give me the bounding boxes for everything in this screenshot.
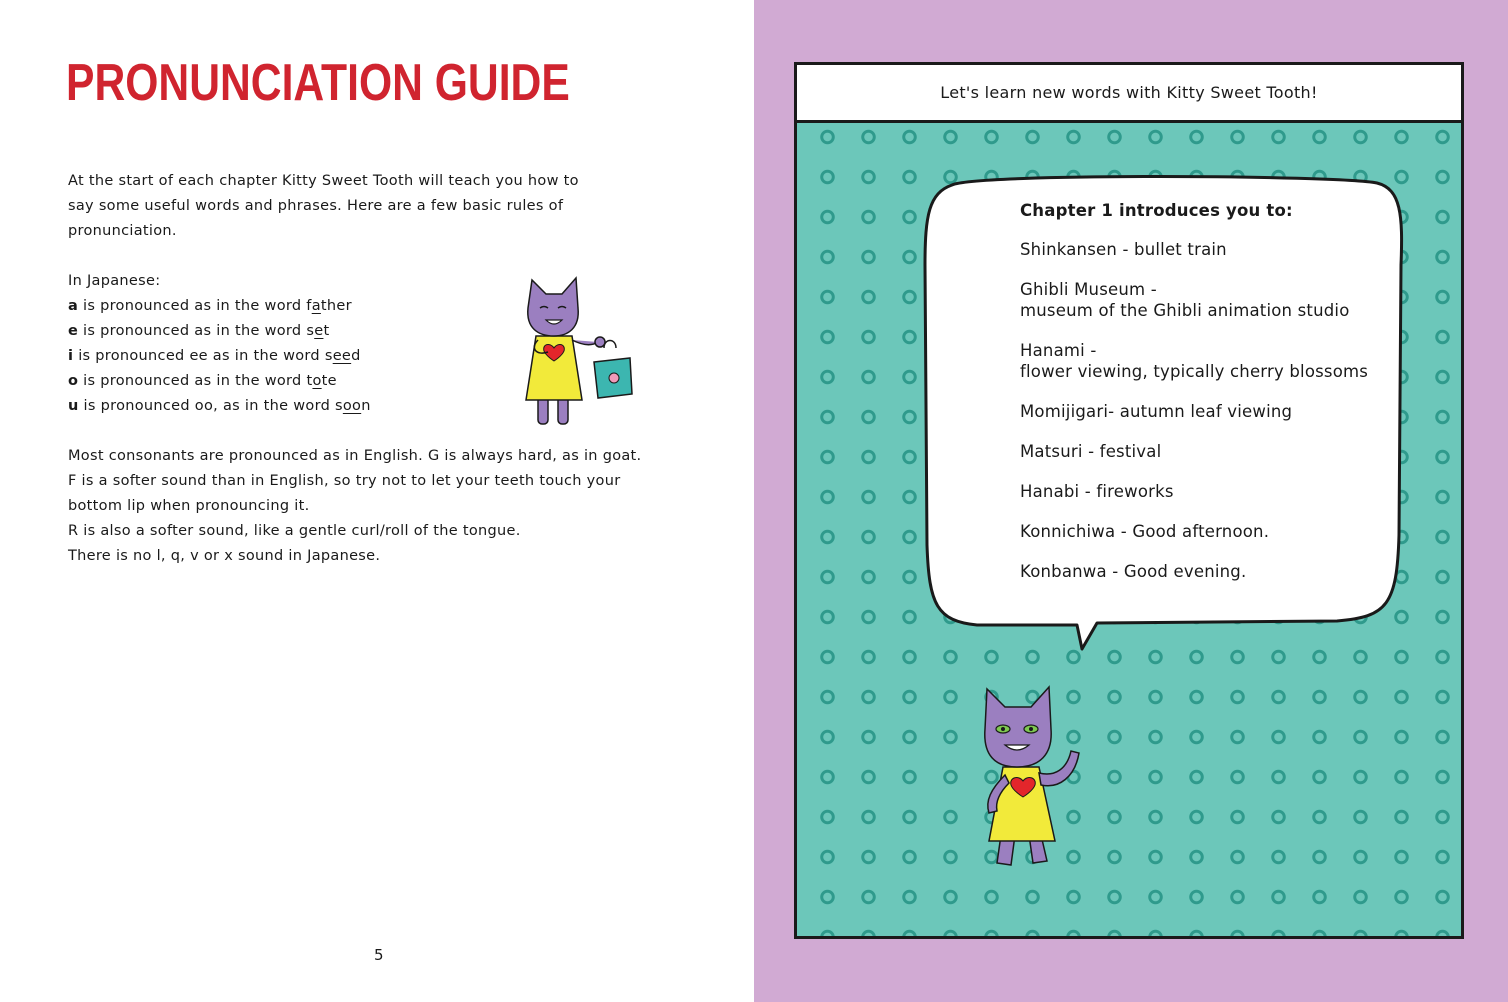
vocab-list xyxy=(1020,201,1440,601)
intro-line: pronunciation. xyxy=(68,223,177,239)
vocab-item: Shinkansen - bullet train xyxy=(1020,240,1227,259)
page-number: 5 xyxy=(374,946,384,964)
right-page xyxy=(754,0,1508,1002)
vocab-item: Matsuri - festival xyxy=(1020,442,1162,461)
rule-e: e is pronounced as in the word set xyxy=(68,323,330,339)
vocab-item: Hanami - flower viewing, typically cherry blossoms xyxy=(1020,341,1369,381)
rules-heading: In Japanese: xyxy=(68,273,161,289)
consonants-line: bottom lip when pronouncing it. xyxy=(68,498,310,514)
rule-o: o is pronounced as in the word tote xyxy=(68,373,337,389)
cat-with-bag-illustration xyxy=(520,276,645,436)
vocab-item: Konnichiwa - Good afternoon. xyxy=(1020,522,1270,541)
consonants-paragraph xyxy=(68,444,688,569)
waving-cat-illustration xyxy=(967,685,1097,875)
vocab-item: Hanabi - fireworks xyxy=(1020,482,1174,501)
rule-a: a is pronounced as in the word father xyxy=(68,298,352,314)
consonants-line: There is no l, q, v or x sound in Japanese. xyxy=(68,548,381,564)
vocab-item: Konbanwa - Good evening. xyxy=(1020,562,1247,581)
rule-i: i is pronounced ee as in the word seed xyxy=(68,348,361,364)
comic-panel xyxy=(794,62,1464,939)
intro-paragraph xyxy=(68,169,688,244)
rule-u: u is pronounced oo, as in the word soon xyxy=(68,398,371,414)
consonants-line: R is also a softer sound, like a gentle curl/roll of the tongue. xyxy=(68,523,521,539)
page-title: PRONUNCIATION GUIDE xyxy=(66,54,570,112)
intro-line: At the start of each chapter Kitty Sweet Tooth will teach you how to xyxy=(68,173,579,189)
vocab-title: Chapter 1 introduces you to: xyxy=(1020,201,1293,220)
panel-header-text: Let's learn new words with Kitty Sweet Tooth! xyxy=(940,83,1318,102)
consonants-line: Most consonants are pronounced as in English. G is always hard, as in goat. xyxy=(68,448,642,464)
vocab-item: Momijigari- autumn leaf viewing xyxy=(1020,402,1293,421)
consonants-line: F is a softer sound than in English, so try not to let your teeth touch your xyxy=(68,473,621,489)
vocab-item: Ghibli Museum - museum of the Ghibli animation studio xyxy=(1020,280,1350,320)
intro-line: say some useful words and phrases. Here are a few basic rules of xyxy=(68,198,564,214)
